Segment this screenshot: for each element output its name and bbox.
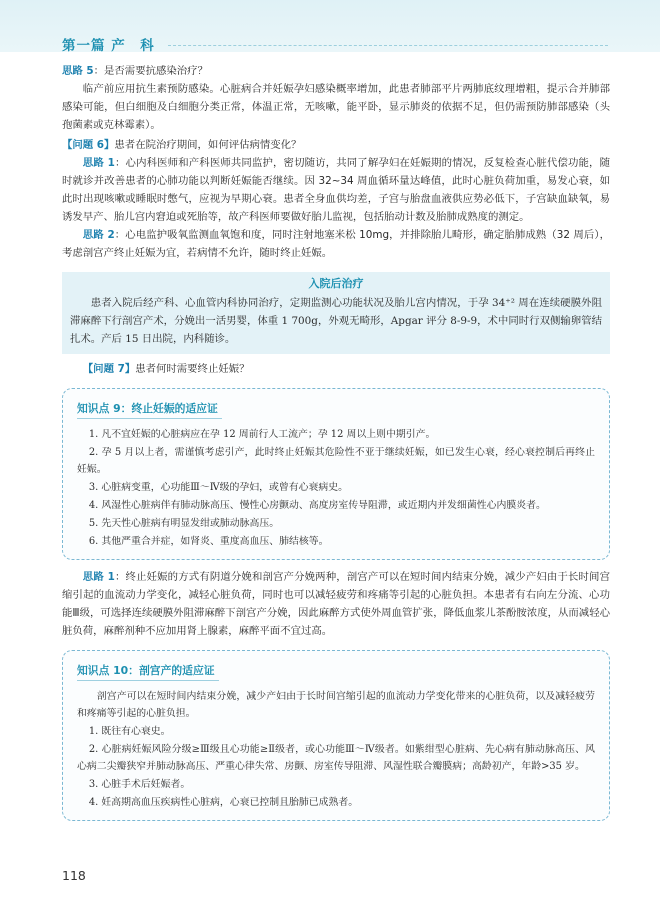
- kp9-item: 1. 凡不宜妊娠的心脏病应在孕 12 周前行人工流产；孕 12 周以上则中期引产。: [88, 429, 436, 440]
- knowledge-point-10-title: 知识点 10：剖宫产的适应证: [77, 663, 219, 681]
- band-text: 患者入院后经产科、心血管内科协同治疗，定期监测心功能状况及胎儿宫内情况，于孕 34⁺² 周在连续硬膜外阻滞麻醉下行剖宫产术，分娩出一活男婴，体重 1 700g，外观无畸形，Apgar 评分 8-9-9，术中同时行双侧输卵管结扎术。产后 15 日出院，内科随诊。: [70, 297, 602, 345]
- kp9-item: 4. 风湿性心脏病伴有肺动脉高压、慢性心房颤动、高度房室传导阻滞，或近期内并发细菌性心内膜炎者。: [88, 500, 546, 511]
- knowledge-point-9-title: 知识点 9：终止妊娠的适应证: [77, 401, 222, 419]
- chapter-title: 第一篇 产 科: [62, 38, 155, 54]
- knowledge-point-10: [62, 650, 610, 821]
- thought-5-question: ：是否需要抗感染治疗？: [93, 65, 208, 77]
- thought-2: [62, 226, 610, 262]
- page-header: [0, 0, 660, 52]
- kp10-item: 3. 心脏手术后妊娠者。: [88, 779, 191, 790]
- question-6-label: 【问题 6】: [62, 139, 115, 151]
- kp10-item: 2. 心脏病妊娠风险分级≥Ⅲ级且心功能≥Ⅱ级者，或心功能Ⅲ～Ⅳ级者。如紫绀型心脏病、先心病有肺动脉高压、风心病二尖瓣狭窄并肺动脉高压、严重心律失常、房颤、房室传导阻滞、风湿性联合瓣膜病；高龄初产，年龄>35 岁。: [77, 744, 595, 772]
- question-7: [62, 360, 610, 378]
- thought-1-delivery-body: ：终止妊娠的方式有阴道分娩和剖宫产分娩两种，剖宫产可以在短时间内结束分娩，减少产妇由于长时间宫缩引起的血流动力学变化，减轻心脏负荷，同时也可以减轻疲劳和疼痛等引起的心脏负担。本患者有右向左分流、心功能Ⅲ级，可选择连续硬膜外阻滞麻醉下剖宫产分娩，因此麻醉方式使外周血管扩张，降低血浆儿茶酚胺浓度，从而减轻心脏负荷，麻醉剂种不应加用肾上腺素，麻醉平面不宜过高。: [62, 571, 610, 637]
- thought-1-delivery: [62, 568, 610, 640]
- kp9-item: 2. 孕 5 月以上者，需谨慎考虑引产，此时终止妊娠其危险性不亚于继续妊娠，如已发生心衰，经心衰控制后再终止妊娠。: [77, 447, 595, 475]
- thought-5: [62, 62, 610, 80]
- page-number: 118: [62, 868, 86, 883]
- knowledge-point-9: [62, 388, 610, 560]
- band-title: 入院后治疗: [308, 277, 364, 290]
- thought-1: [62, 154, 610, 226]
- kp9-item: 6. 其他严重合并症，如肾炎、重度高血压、肺结核等。: [88, 536, 329, 547]
- kp10-intro: 剖宫产可以在短时间内结束分娩，减少产妇由于长时间宫缩引起的血流动力学变化带来的心脏负荷，以及减轻疲劳和疼痛等引起的心脏负担。: [77, 691, 595, 719]
- question-6-text: 患者在院治疗期间，如何评估病情变化？: [114, 139, 302, 151]
- kp10-item: 1. 既往有心衰史。: [88, 726, 171, 737]
- thought-5-body: 临产前应用抗生素预防感染。心脏病合并妊娠孕妇感染概率增加，此患者肺部平片两肺底纹理增粗，提示合并肺部感染可能，但白细胞及白细胞分类正常，体温正常，无咳嗽，能平卧，显示肺炎的依据不足，但仍需预防肺部感染（头孢菌素或克林霉素）。: [62, 83, 610, 131]
- post-admission-treatment: [62, 272, 610, 354]
- thought-1-delivery-label: 思路 1: [82, 571, 115, 583]
- thought-1-body: ：心内科医师和产科医师共同监护，密切随访，共同了解孕妇在妊娠期的情况，反复检查心脏代偿功能，随时就诊并改善患者的心肺功能以判断妊娠能否继续。因 32~34 周血循环量达峰值，此时心脏负荷加重，易发心衰，如此时出现咳嗽或睡眠时憋气，应视为早期心衰。患者全身血供均差，子宫与胎盘血液供应势必低下，子宫缺血缺氧，易诱发早产、胎儿宫内窘迫或死胎等，故产科医师要做好胎儿监视，包括胎动计数及胎肺成熟度的测定。: [62, 157, 610, 223]
- header-divider: [168, 45, 608, 47]
- thought-5-label: 思路 5: [62, 65, 94, 77]
- thought-2-body: ：心电监护吸氧监测血氧饱和度，同时注射地塞米松 10mg，并排除胎儿畸形，确定胎肺成熟（32 周后），考虑剖宫产终止妊娠为宜，若病情不允许，随时终止妊娠。: [62, 229, 610, 259]
- thought-1-label: 思路 1: [82, 157, 115, 169]
- kp9-item: 3. 心脏病变重，心功能Ⅲ～Ⅳ级的孕妇，或曾有心衰病史。: [88, 482, 348, 493]
- question-7-text: 患者何时需要终止妊娠？: [135, 363, 250, 375]
- question-7-label: 【问题 7】: [82, 363, 136, 375]
- thought-2-label: 思路 2: [82, 229, 115, 241]
- kp9-item: 5. 先天性心脏病有明显发绀或肺动脉高压。: [88, 518, 280, 529]
- question-6: [62, 136, 610, 154]
- kp10-item: 4. 妊高期高血压疾病性心脏病，心衰已控制且胎肺已成熟者。: [88, 797, 359, 808]
- page-content: [62, 62, 610, 821]
